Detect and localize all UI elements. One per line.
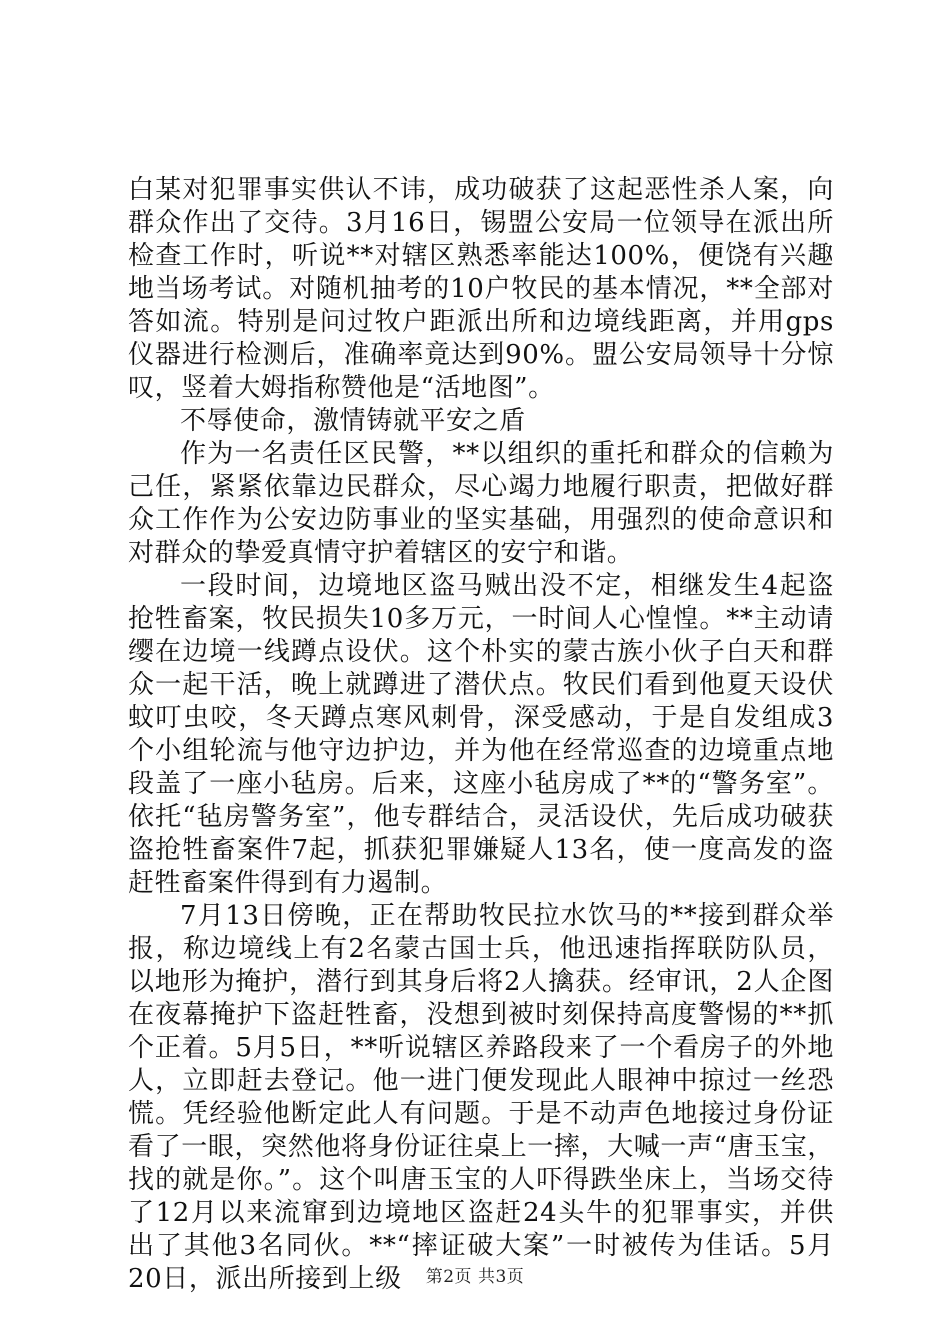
paragraph: 白某对犯罪事实供认不讳，成功破获了这起恶性杀人案，向群众作出了交待。3月16日，锡盟公安局一位领导在派出所检查工作时，听说**对辖区熟悉率能达100%，便饶有兴趣地当场考试。对随机抽考的10户牧民的基本情况，**全部对答如流。特别是问过牧户距派出所和边境线距离，并用gps仪器进行检测后，准确率竟达到90%。盟公安局领导十分惊叹，竖着大姆指称赞他是“活地图”。	[128, 175, 834, 403]
section-heading: 不辱使命，激情铸就平安之盾	[180, 406, 526, 436]
paragraph: 一段时间，边境地区盗马贼出没不定，相继发生4起盗抢牲畜案，牧民损失10多万元，一时间人心惶惶。**主动请缨在边境一线蹲点设伏。这个朴实的蒙古族小伙子白天和群众一起干活，晚上就蹲进了潜伏点。牧民们看到他夏天设伏蚊叮虫咬，冬天蹲点寒风刺骨，深受感动，于是自发组成3个小组轮流与他守边护边，并为他在经常巡查的边境重点地段盖了一座小毡房。后来，这座小毡房成了**的“警务室”。依托“毡房警务室”，他专群结合，灵活设伏，先后成功破获盗抢牲畜案件7起，抓获犯罪嫌疑人13名，使一度高发的盗赶牲畜案件得到有力遏制。	[128, 571, 834, 898]
paragraph: 作为一名责任区民警，**以组织的重托和群众的信赖为己任，紧紧依靠边民群众，尽心竭力地履行职责，把做好群众工作作为公安边防事业的坚实基础，用强烈的使命意识和对群众的挚爱真情守护着辖区的安宁和谐。	[128, 439, 834, 568]
page-footer: 第2页 共3页	[425, 1267, 525, 1287]
paragraph: 7月13日傍晚，正在帮助牧民拉水饮马的**接到群众举报，称边境线上有2名蒙古国士兵，他迅速指挥联防队员，以地形为掩护，潜行到其身后将2人擒获。经审讯，2人企图在夜幕掩护下盗赶牲畜，没想到被时刻保持高度警惕的**抓个正着。5月5日，**听说辖区养路段来了一个看房子的外地人，立即赶去登记。他一进门便发现此人眼神中掠过一丝恐慌。凭经验他断定此人有问题。于是不动声色地接过身份证看了一眼，突然他将身份证往桌上一摔，大喊一声“唐玉宝，找的就是你。”。这个叫唐玉宝的人吓得跌坐床上，当场交待了12月以来流窜到边境地区盗赶24头牛的犯罪事实，并供出了其他3名同伙。**“摔证破大案”一时被传为佳话。5月20日，派出所接到上级	[128, 901, 834, 1294]
document-body	[128, 174, 834, 1296]
